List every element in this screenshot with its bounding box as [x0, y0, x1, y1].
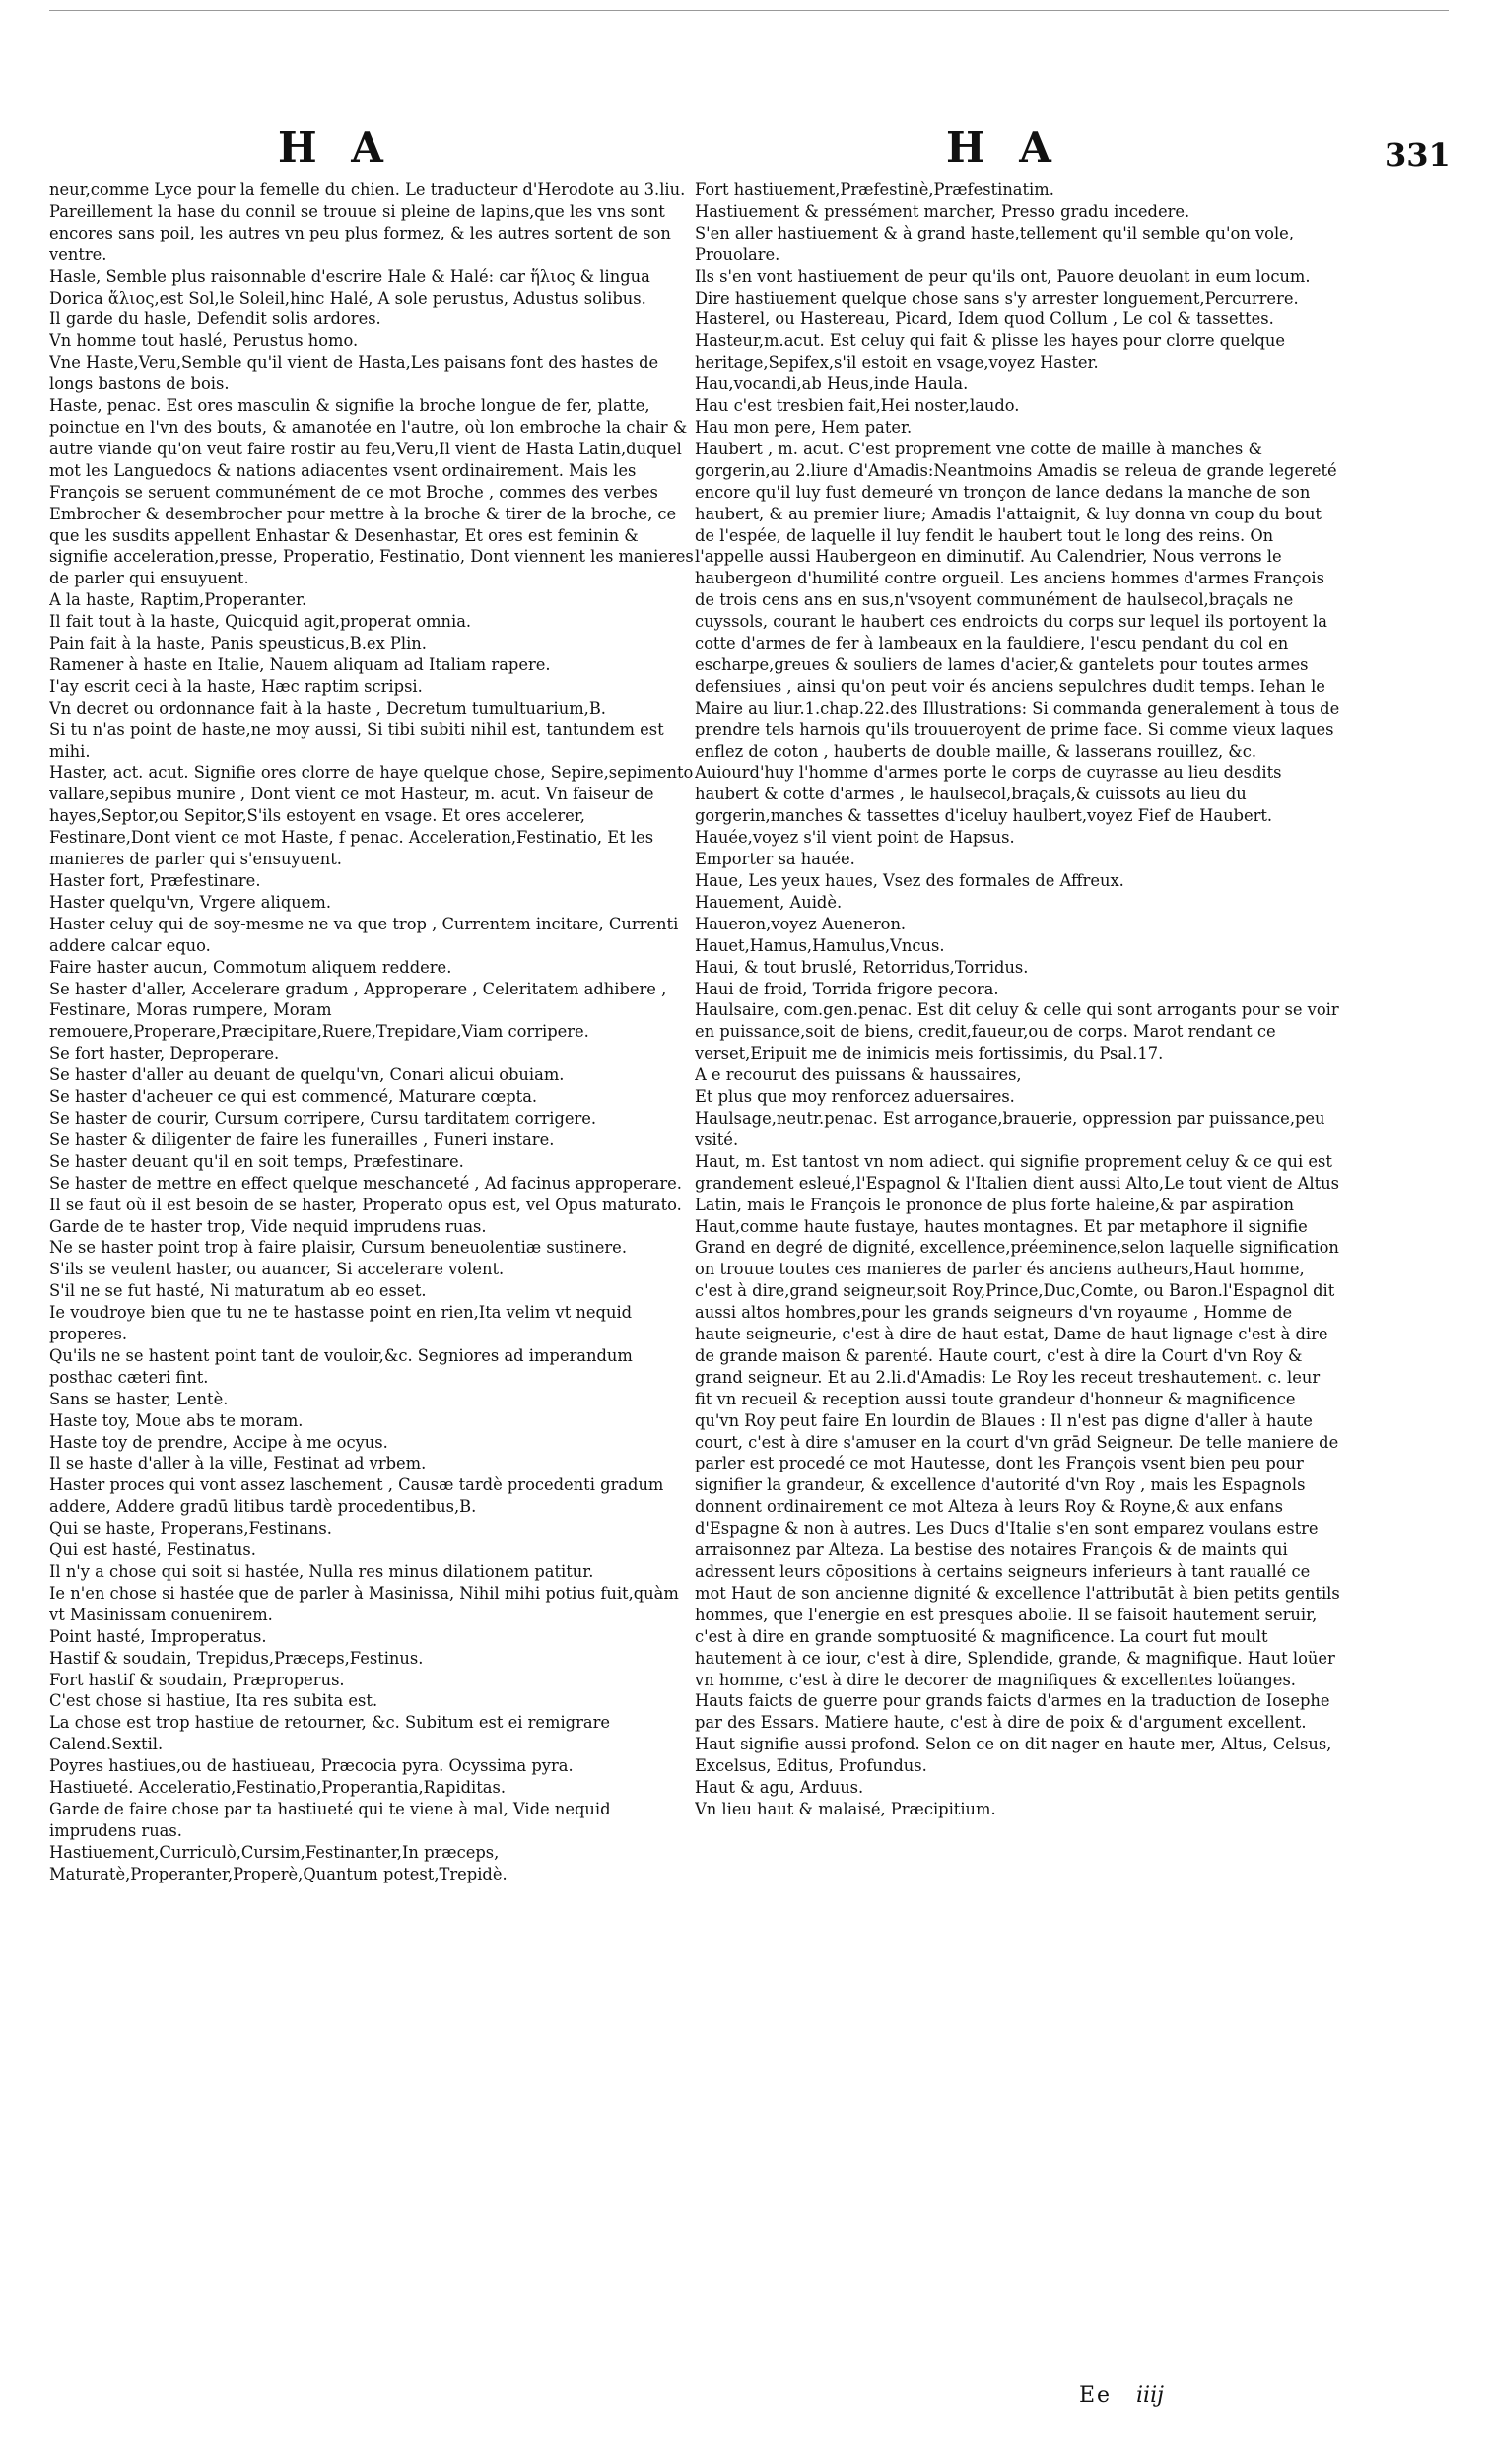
dictionary-entry: Hastiuement,Curriculò,Cursim,Festinanter,In præceps, Maturatè,Properanter,Properè,Quantum potest,Trepidè. — [49, 1842, 508, 1883]
dictionary-entry: Si tu n'as point de haste,ne moy aussi, Si tibi subiti nihil est, tantundem est mihi. — [49, 719, 664, 761]
dictionary-entry: Haste toy de prendre, Accipe à me ocyus. — [49, 1432, 388, 1452]
dictionary-entry: Se fort haster, Deproperare. — [49, 1044, 280, 1063]
top-rule — [49, 10, 1449, 11]
dictionary-entry: Qui se haste, Properans,Festinans. — [49, 1519, 332, 1539]
dictionary-entry: Haue, Les yeux haues, Vsez des formales de Affreux. — [695, 871, 1124, 890]
dictionary-entry: Hau,vocandi,ab Heus,inde Haula. — [695, 375, 969, 394]
dictionary-entry: Se haster d'acheuer ce qui est commencé, Maturare cœpta. — [49, 1087, 538, 1107]
dictionary-entry: Pain fait à la haste, Panis speusticus,B.ex Plin. — [49, 634, 427, 653]
dictionary-entry: Hasle, Semble plus raisonnable d'escrire Hale & Halé: car ἥλιος & lingua Dorica ἅλιος,est Sol,le Soleil,hinc Halé, A sole perustus, Adustus solibus. — [49, 266, 650, 308]
dictionary-entry: Haste toy, Moue abs te moram. — [49, 1410, 304, 1430]
dictionary-entry: Vn homme tout haslé, Perustus homo. — [49, 331, 359, 351]
dictionary-entry: Et plus que moy renforcez aduersaires. — [695, 1087, 1015, 1107]
dictionary-entry: Hauée,voyez s'il vient point de Hapsus. — [695, 828, 1015, 848]
dictionary-entry: Ramener à haste en Italie, Nauem aliquam ad Italiam rapere. — [49, 654, 551, 674]
left-column — [49, 179, 695, 2298]
dictionary-entry: Ie voudroye bien que tu ne te hastasse point en rien,Ita velim vt nequid properes. — [49, 1303, 633, 1344]
dictionary-entry: Qui est hasté, Festinatus. — [49, 1540, 256, 1560]
dictionary-entry: Haster proces qui vont assez laschement , Causæ tardè procedenti gradum addere, Addere gradū litibus tardè procedentibus,B. — [49, 1475, 664, 1517]
dictionary-entry: Hauement, Auidè. — [695, 892, 843, 912]
dictionary-entry: Sans se haster, Lentè. — [49, 1389, 229, 1408]
dictionary-entry: Il se faut où il est besoin de se haster, Properato opus est, vel Opus maturato. — [49, 1195, 682, 1214]
dictionary-entry: Se haster d'aller au deuant de quelqu'vn, Conari alicui obuiam. — [49, 1065, 565, 1085]
dictionary-entry: Qu'ils ne se hastent point tant de vouloir,&c. Segniores ad imperandum posthac cæteri fint. — [49, 1345, 633, 1387]
dictionary-entry: Hau mon pere, Hem pater. — [695, 417, 913, 437]
dictionary-entry: neur,comme Lyce pour la femelle du chien. Le traducteur d'Herodote au 3.liu. Pareillement la hase du connil se trouue si pleine de lapins,que les vns sont encores sans poil, les autres vn peu plus formez, & les autres sortent de son ventre. — [49, 180, 686, 264]
dictionary-entry: Fort hastif & soudain, Præproperus. — [49, 1670, 345, 1689]
dictionary-entry: Se haster d'aller, Accelerare gradum , Approperare , Celeritatem adhibere , Festinare, Moras rumpere, Moram remouere,Properare,Præcipitare,Ruere,Trepidare,Viam corripere. — [49, 979, 667, 1042]
dictionary-entry: S'il ne se fut hasté, Ni maturatum ab eo esset. — [49, 1281, 427, 1301]
dictionary-entry: Haut & agu, Arduus. — [695, 1778, 864, 1798]
dictionary-entry: Haubert , m. acut. C'est proprement vne cotte de maille à manches & gorgerin,au 2.liure d'Amadis:Neantmoins Amadis se releua de grande legereté encore qu'il luy fust demeuré vn tronçon de lance dedans la manche de son haubert, & au premier liure; Amadis l'attaignit, & luy donna vn coup du bout de l'espée, de laquelle il luy fendit le haubert tout le long des reins. On l'appelle aussi Haubergeon en diminutif. Au Calendrier, Nous verrons le haubergeon d'humilité contre orgueil. Les anciens hommes d'armes François de trois cens ans en sus,n'vsoyent communément de haulsecol,braçals ne cuyssols, courant le haubert ces endroicts du corps sur lequel ils portoyent la cotte d'armes de fer à lambeaux en la fauldiere, l'escu pendant du col en escharpe,greues & souliers de lames d'acier,& gantelets pour toutes armes defensiues , ainsi qu'on peut voir és anciens sepulchres dudit temps. Iehan le Maire au liur.1.chap.22.des Illustrations: Si commanda generalement à tous de prendre tels harnois qu'ils trouueroyent de prime face. Si comme vieux laques enflez de coton , hauberts de double maille, & lasserans rouillez, &c. Auiourd'huy l'homme d'armes porte le corps de cuyrasse au lieu desdits haubert & cotte d'armes , le haulsecol,braçals,& cuissots au lieu du gorgerin,manches & tassettes d'iceluy haulbert,voyez Fief de Haubert. — [695, 439, 1340, 826]
dictionary-entry: I'ay escrit ceci à la haste, Hæc raptim scripsi. — [49, 676, 423, 696]
dictionary-entry: Haster fort, Præfestinare. — [49, 871, 261, 890]
dictionary-entry: C'est chose si hastiue, Ita res subita est. — [49, 1691, 378, 1711]
dictionary-entry: Haut, m. Est tantost vn nom adiect. qui signifie proprement celuy & ce qui est grandement esleué,l'Espagnol & l'Italien dient aussi Alto,Le tout vient de Altus Latin, mais le François le prononce de plus forte haleine,& par aspiration Haut,comme haute fustaye, hautes montagnes. Et par metaphore il signifie Grand en degré de dignité, excellence,préeminence,selon laquelle signification on trouue toutes ces manieres de parler és anciens autheurs,Haut homme, c'est à dire,grand seigneur,soit Roy,Prince,Duc,Comte, ou Baron.l'Espagnol dit aussi altos hombres,pour les grands seigneurs d'vn royaume , Homme de haute seigneurie, c'est à dire de haut estat, Dame de haut lignage c'est à dire de grande maison & parenté. Haute court, c'est à dire la Court d'vn Roy & grand seigneur. Et au 2.li.d'Amadis: Le Roy les receut treshautement. c. leur fit vn recueil & reception aussi toute grandeur d'honneur & magnificence qu'vn Roy peut faire En lourdin de Blaues : Il n'est pas digne d'aller à haute court, c'est à dire s'amuser en la court d'vn grād Seigneur. De telle maniere de parler est procedé ce mot Hautesse, dont les François vsent bien peu pour signifier la grandeur, & excellence d'autorité d'vn Roy , mais les Espagnols donnent ordinairement ce mot Alteza à leurs Roy & Royne,& aux enfans d'Espagne & non à autres. Les Ducs d'Italie s'en sont emparez voulans estre arraisonnez par Alteza. La bestise des notaires François & de maints qui adressent leurs cōpositions à certains seigneurs inferieurs à tant rauallé ce mot Haut de son ancienne dignité & excellence l'attributāt à bien petits gentils hommes, que l'energie en est presques abolie. Il se faisoit hautement seruir, c'est à dire en grande somptuosité & magnificence. La court fut moult hautement à ce iour, c'est à dire, Splendide, grande, & magnifique. Haut loüer vn homme, c'est à dire le decorer de magnifiques & excellentes loüanges. Hauts faicts de guerre pour grands faicts d'armes en la traduction de Iosephe par des Essars. Matiere haute, c'est à dire de poix & d'argument excellent. Haut signifie aussi profond. Selon ce on dit nager en haute mer, Altus, Celsus, Excelsus, Editus, Profundus. — [695, 1151, 1340, 1776]
dictionary-entry: Se haster deuant qu'il en soit temps, Præfestinare. — [49, 1151, 464, 1171]
dictionary-entry: Vn lieu haut & malaisé, Præcipitium. — [695, 1799, 996, 1818]
dictionary-entry: Hauet,Hamus,Hamulus,Vncus. — [695, 935, 945, 955]
dictionary-entry: Haueron,voyez Aueneron. — [695, 914, 907, 933]
dictionary-entry: Vn decret ou ordonnance fait à la haste , Decretum tumultuarium,B. — [49, 698, 606, 718]
dictionary-entry: Haster, act. acut. Signifie ores clorre de haye quelque chose, Sepire,sepimento vallare,sepibus munire , Dont vient ce mot Hasteur, m. acut. Vn faiseur de hayes,Septor,ou Sepitor,S'ils estoyent en vsage. Et ores accelerer, Festinare,Dont vient ce mot Haste, f penac. Acceleration,Festinatio, Et les manieres de parler qui s'ensuyuent. — [49, 763, 694, 869]
dictionary-entry: Point hasté, Improperatus. — [49, 1626, 267, 1646]
dictionary-entry: A e recourut des puissans & haussaires, — [695, 1065, 1022, 1085]
page-number: 331 — [1385, 136, 1451, 173]
dictionary-entry: S'ils se veulent haster, ou auancer, Si accelerare volent. — [49, 1260, 505, 1279]
dictionary-entry: Poyres hastiues,ou de hastiueau, Præcocia pyra. Ocyssima pyra. — [49, 1756, 574, 1776]
dictionary-entry: Haster celuy qui de soy-mesme ne va que trop , Currentem incitare, Currenti addere calcar equo. — [49, 914, 679, 955]
dictionary-entry: Haulsage,neutr.penac. Est arrogance,brauerie, oppression par puissance,peu vsité. — [695, 1108, 1325, 1149]
dictionary-entry: Haui, & tout bruslé, Retorridus,Torridus. — [695, 957, 1029, 977]
dictionary-entry: Hasterel, ou Hastereau, Picard, Idem quod Collum , Le col & tassettes. — [695, 309, 1274, 329]
dictionary-entry: Il garde du hasle, Defendit solis ardores. — [49, 309, 381, 329]
dictionary-entry: Hasteur,m.acut. Est celuy qui fait & plisse les hayes pour clorre quelque heritage,Sepifex,s'il estoit en vsage,voyez Haster. — [695, 331, 1286, 373]
dictionary-entry: Hau c'est tresbien fait,Hei noster,laudo. — [695, 396, 1020, 416]
dictionary-entry: A la haste, Raptim,Properanter. — [49, 590, 307, 610]
signature-mark: Ee — [1079, 2383, 1113, 2408]
dictionary-entry: Se haster de mettre en effect quelque meschanceté , Ad facinus approperare. — [49, 1173, 682, 1193]
right-column — [695, 179, 1340, 2269]
dictionary-entry: Dire hastiuement quelque chose sans s'y arrester longuement,Percurrere. — [695, 288, 1299, 308]
dictionary-entry: Ie n'en chose si hastée que de parler à Masinissa, Nihil mihi potius fuit,quàm vt Masinissam conuenirem. — [49, 1583, 679, 1624]
signature-folio: iiij — [1136, 2383, 1164, 2408]
dictionary-entry: Ne se haster point trop à faire plaisir, Cursum beneuolentiæ sustinere. — [49, 1238, 627, 1258]
dictionary-entry: Haster quelqu'vn, Vrgere aliquem. — [49, 892, 332, 912]
dictionary-entry: Ils s'en vont hastiuement de peur qu'ils ont, Pauore deuolant in eum locum. — [695, 266, 1311, 286]
right-running-head: H A — [946, 123, 1061, 171]
dictionary-entry: Emporter sa hauée. — [695, 850, 855, 869]
dictionary-entry: Fort hastiuement,Præfestinè,Præfestinatim. — [695, 180, 1054, 199]
dictionary-entry: Vne Haste,Veru,Semble qu'il vient de Hasta,Les paisans font des hastes de longs bastons de bois. — [49, 353, 659, 394]
dictionary-entry: Hastif & soudain, Trepidus,Præceps,Festinus. — [49, 1648, 424, 1668]
dictionary-entry: Hastiueté. Acceleratio,Festinatio,Properantia,Rapiditas. — [49, 1778, 506, 1798]
dictionary-entry: La chose est trop hastiue de retourner, &c. Subitum est ei remigrare Calend.Sextil. — [49, 1713, 611, 1754]
dictionary-entry: Il n'y a chose qui soit si hastée, Nulla res minus dilationem patitur. — [49, 1562, 594, 1581]
dictionary-entry: Garde de faire chose par ta hastiueté qui te viene à mal, Vide nequid imprudens ruas. — [49, 1799, 611, 1840]
dictionary-entry: Garde de te haster trop, Vide nequid imprudens ruas. — [49, 1216, 487, 1236]
dictionary-entry: Il fait tout à la haste, Quicquid agit,properat omnia. — [49, 612, 472, 632]
dictionary-entry: Haulsaire, com.gen.penac. Est dit celuy & celle qui sont arrogants pour se voir en puissance,soit de biens, credit,faueur,ou de corps. Marot rendant ce verset,Eripuit me de inimicis meis fortissimis, du Psal.17. — [695, 1000, 1339, 1063]
dictionary-entry: Haui de froid, Torrida frigore pecora. — [695, 979, 999, 998]
dictionary-entry: Il se haste d'aller à la ville, Festinat ad vrbem. — [49, 1454, 427, 1473]
left-running-head: H A — [278, 123, 393, 171]
dictionary-entry: S'en aller hastiuement & à grand haste,tellement qu'il semble qu'on vole, Prouolare. — [695, 223, 1294, 264]
dictionary-entry: Se haster & diligenter de faire les funerailles , Funeri instare. — [49, 1129, 555, 1149]
dictionary-entry: Haste, penac. Est ores masculin & signifie la broche longue de fer, platte, poinctue en l'vn des bouts, & amanotée en l'autre, où lon embroche la chair & autre viande qu'on veut faire rostir au feu,Veru,Il vient de Hasta Latin,duquel mot les Languedocs & nations adiacentes vsent ordinairement. Mais les François se seruent communément de ce mot Broche , commes des verbes Embrocher & desembrocher pour mettre à la broche & tirer de la broche, ce que les susdits appellent Enhastar & Desenhastar, Et ores est feminin & signifie acceleration,presse, Properatio, Festinatio, Dont viennent les manieres de parler qui ensuyuent. — [49, 396, 694, 588]
dictionary-entry: Hastiuement & pressément marcher, Presso gradu incedere. — [695, 201, 1190, 221]
dictionary-entry: Se haster de courir, Cursum corripere, Cursu tarditatem corrigere. — [49, 1108, 597, 1128]
dictionary-entry: Faire haster aucun, Commotum aliquem reddere. — [49, 957, 452, 977]
